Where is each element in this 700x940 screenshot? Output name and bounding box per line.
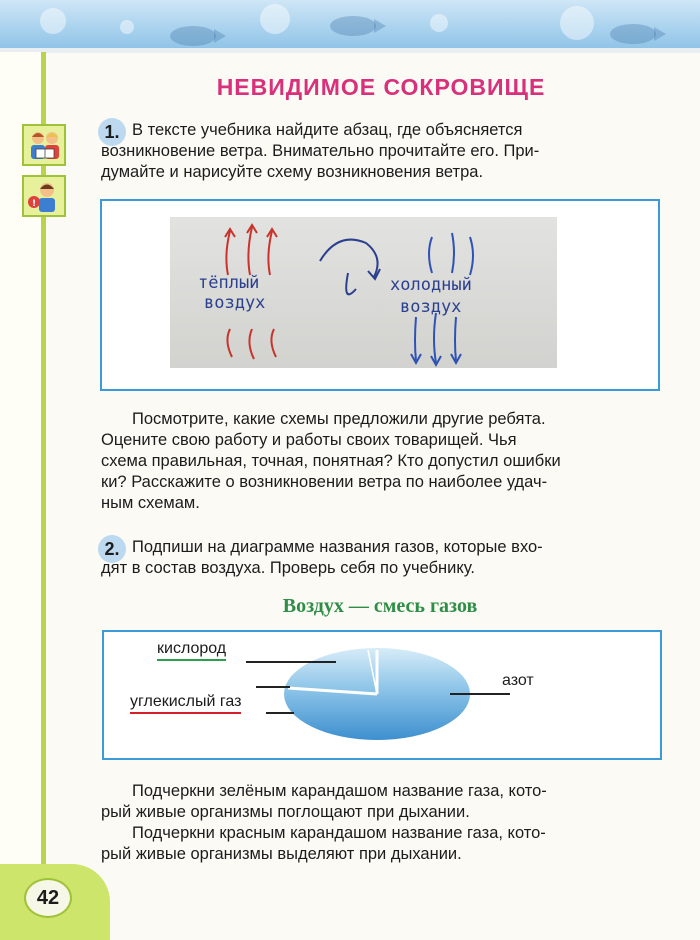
instruction-line-4: рый живые организмы выделяют при дыхании. bbox=[101, 845, 462, 863]
wind-scheme-drawing bbox=[170, 217, 557, 368]
oxygen-leader-line bbox=[246, 661, 336, 663]
task-1-line-1: В тексте учебника найдите абзац, где объясняется bbox=[132, 121, 523, 139]
carbon-dioxide-label: углекислый газ bbox=[130, 693, 241, 714]
task-1-line-2: возникновение ветра. Внимательно прочитайте его. При- bbox=[101, 142, 540, 160]
instruction-line-3: Подчеркни красным карандашом название газа, кото- bbox=[132, 824, 546, 842]
co2-upper-leader-line bbox=[256, 686, 290, 688]
nitrogen-leader-line bbox=[450, 693, 510, 695]
warm-air-label-2: воздух bbox=[204, 293, 266, 313]
task-1-line-3: думайте и нарисуйте схему возникновения ветра. bbox=[101, 163, 484, 181]
discussion-line-1: Посмотрите, какие схемы предложили другие ребята. bbox=[132, 410, 546, 428]
instruction-line-2: рый живые организмы поглощают при дыхании. bbox=[101, 803, 470, 821]
task-1-number: 1. bbox=[98, 118, 126, 146]
nitrogen-label: азот bbox=[502, 672, 534, 689]
page-number: 42 bbox=[36, 887, 60, 909]
top-banner bbox=[0, 0, 700, 52]
discussion-line-2: Оцените свою работу и работы своих товарищей. Чья bbox=[101, 431, 517, 449]
banner-edge bbox=[0, 48, 700, 53]
discussion-line-3: схема правильная, точная, понятная? Кто допустил ошибки bbox=[101, 452, 561, 470]
instruction-line-1: Подчеркни зелёным карандашом название газа, кото- bbox=[132, 782, 547, 800]
warm-air-label-1: тёплый bbox=[198, 273, 260, 293]
cold-air-label-1: холодный bbox=[390, 275, 472, 295]
task-2-line-2: дят в состав воздуха. Проверь себя по учебнику. bbox=[101, 559, 475, 577]
discussion-line-5: ным схемам. bbox=[101, 494, 200, 512]
task-2-number: 2. bbox=[98, 535, 126, 563]
reading-kids-icon bbox=[22, 124, 66, 166]
oxygen-label: кислород bbox=[157, 640, 226, 661]
diagram-title: Воздух — смесь газов bbox=[282, 595, 478, 617]
svg-text:!: ! bbox=[31, 199, 37, 209]
page-title: НЕВИДИМОЕ СОКРОВИЩЕ bbox=[216, 74, 546, 100]
cold-air-label-2: воздух bbox=[400, 297, 462, 317]
co2-lower-leader-line bbox=[266, 712, 294, 714]
discussion-line-4: ки? Расскажите о возникновении ветра по наиболее удач- bbox=[101, 473, 548, 491]
thinking-boy-icon bbox=[22, 175, 66, 217]
task-2-line-1: Подпиши на диаграмме названия газов, которые вхо- bbox=[132, 538, 543, 556]
